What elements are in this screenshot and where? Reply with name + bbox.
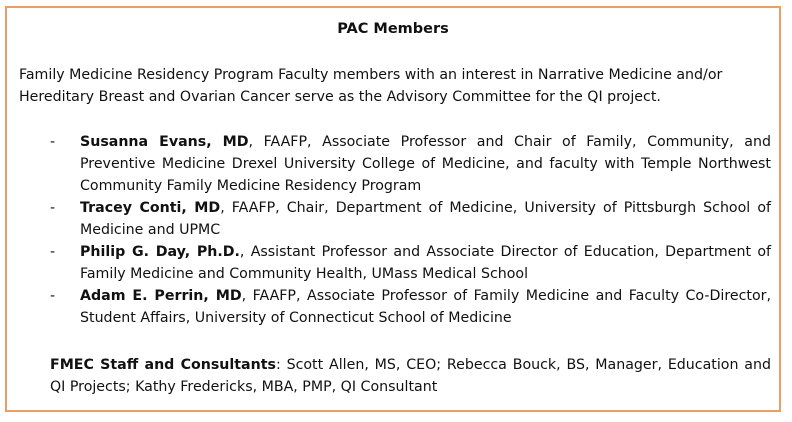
list-item: [7, 197, 779, 241]
member-name: Tracey Conti, MD: [80, 200, 221, 216]
member-details: , FAAFP, Chair, Department of Medicine, University of Pittsburgh School of Medicine and UPMC: [80, 200, 771, 238]
bullet-dash: -: [50, 200, 56, 216]
member-name: Adam E. Perrin, MD: [80, 288, 242, 304]
staff-consultants: [50, 354, 771, 398]
bullet-dash: -: [50, 288, 56, 304]
bullet-dash: -: [50, 134, 56, 150]
staff-label: FMEC Staff and Consultants: [50, 357, 276, 373]
members-list: [7, 131, 779, 329]
bullet-dash: -: [50, 244, 56, 260]
member-details: , Assistant Professor and Associate Director of Education, Department of Family Medicine and Community Health, UMass Medical School: [80, 244, 771, 282]
list-item: [7, 241, 779, 285]
member-name: Philip G. Day, Ph.D.: [80, 244, 240, 260]
member-name: Susanna Evans, MD: [80, 134, 249, 150]
staff-text: : Scott Allen, MS, CEO; Rebecca Bouck, BS, Manager, Education and QI Projects; Kathy Fredericks, MBA, PMP, QI Consultant: [50, 357, 771, 395]
section-title: PAC Members: [337, 21, 449, 37]
member-details: , FAAFP, Associate Professor of Family Medicine and Faculty Co-Director, Student Affairs, University of Connecticut School of Medicine: [80, 288, 771, 326]
list-item: [7, 285, 779, 329]
intro-paragraph: Family Medicine Residency Program Faculty members with an interest in Narrative Medicine and/or Hereditary Breast and Ovarian Cancer serve as the Advisory Committee for the QI project.: [19, 67, 723, 105]
list-item: [7, 131, 779, 197]
member-details: , FAAFP, Associate Professor and Chair of Family, Community, and Preventive Medicine Drexel University College of Medicine, and faculty with Temple Northwest Community Family Medicine Residency Program: [80, 134, 771, 194]
pac-members-box: [5, 6, 781, 412]
